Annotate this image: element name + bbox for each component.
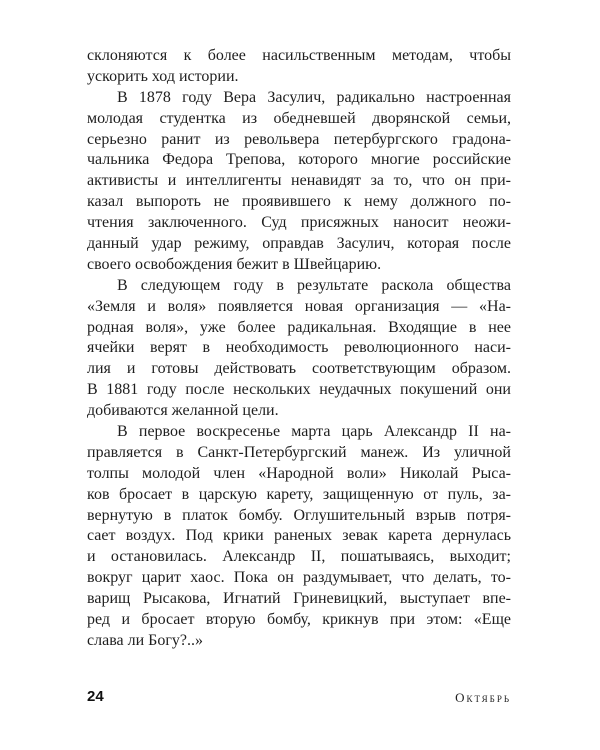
- text-line: чальника Федора Трепова, которого многие российские: [87, 151, 511, 169]
- text-line: серьезно ранит из револьвера петербургского градона-: [87, 130, 511, 148]
- text-line: ред и бросает вторую бомбу, крикнув при этом: «Еще: [87, 611, 511, 629]
- text-line: своего освобождения бежит в Швейцарию.: [87, 255, 382, 273]
- text-line: склоняются к более насильственным методам, чтобы: [87, 47, 511, 64]
- text-line: молодая студентка из обедневшей дворянской семьи,: [87, 109, 511, 127]
- text-line: слава ли Богу?..»: [87, 631, 204, 649]
- text-line: и остановилась. Александр II, пошатываясь, выходит;: [87, 548, 511, 566]
- text-line: В 1878 году Вера Засулич, радикально настроенная: [117, 88, 511, 106]
- text-line: толпы молодой член «Народной воли» Николай Рыса-: [87, 464, 511, 482]
- text-line: активисты и интеллигенты ненавидят за то, что он при-: [87, 172, 511, 190]
- text-line: вокруг царит хаос. Пока он раздумывает, что делать, то-: [87, 569, 511, 587]
- body-text: [87, 46, 511, 652]
- text-line: В первое воскресенье марта царь Александр II на-: [117, 423, 511, 441]
- text-line: ускорить ход истории.: [87, 67, 239, 85]
- text-line: ков бросает в царскую карету, защищенную от пуль, за-: [87, 485, 511, 503]
- paragraph: [87, 276, 511, 422]
- text-line: добиваются желанной цели.: [87, 402, 279, 420]
- text-line: данный удар режиму, оправдав Засулич, которая после: [87, 235, 511, 253]
- paragraph: [87, 422, 511, 652]
- text-line: чтения заключенного. Суд присяжных наносит неожи-: [87, 214, 511, 232]
- paragraph: [87, 46, 511, 88]
- text-line: ячейки верят в необходимость революционного наси-: [87, 339, 511, 357]
- text-line: «Земля и воля» появляется новая организация — «На-: [87, 297, 511, 315]
- text-line: сает воздух. Под крики раненых зевак карета дернулась: [87, 527, 511, 545]
- page-number: 24: [87, 688, 104, 705]
- text-line: В 1881 году после нескольких неудачных покушений они: [87, 381, 511, 399]
- paragraph: [87, 88, 511, 276]
- running-title: Октябрь: [455, 690, 511, 705]
- text-line: В следующем году в результате раскола общества: [117, 276, 511, 294]
- text-line: лия и готовы действовать соответствующим образом.: [87, 360, 511, 378]
- text-line: варищ Рысакова, Игнатий Гриневицкий, выступает впе-: [87, 590, 511, 608]
- text-line: вернутую в платок бомбу. Оглушительный взрыв потря-: [87, 506, 511, 524]
- text-line: родная воля», уже более радикальная. Входящие в нее: [87, 318, 511, 336]
- text-line: правляется в Санкт-Петербургский манеж. Из уличной: [87, 443, 511, 461]
- text-line: казал выпороть не проявившего к нему должного по-: [87, 193, 511, 211]
